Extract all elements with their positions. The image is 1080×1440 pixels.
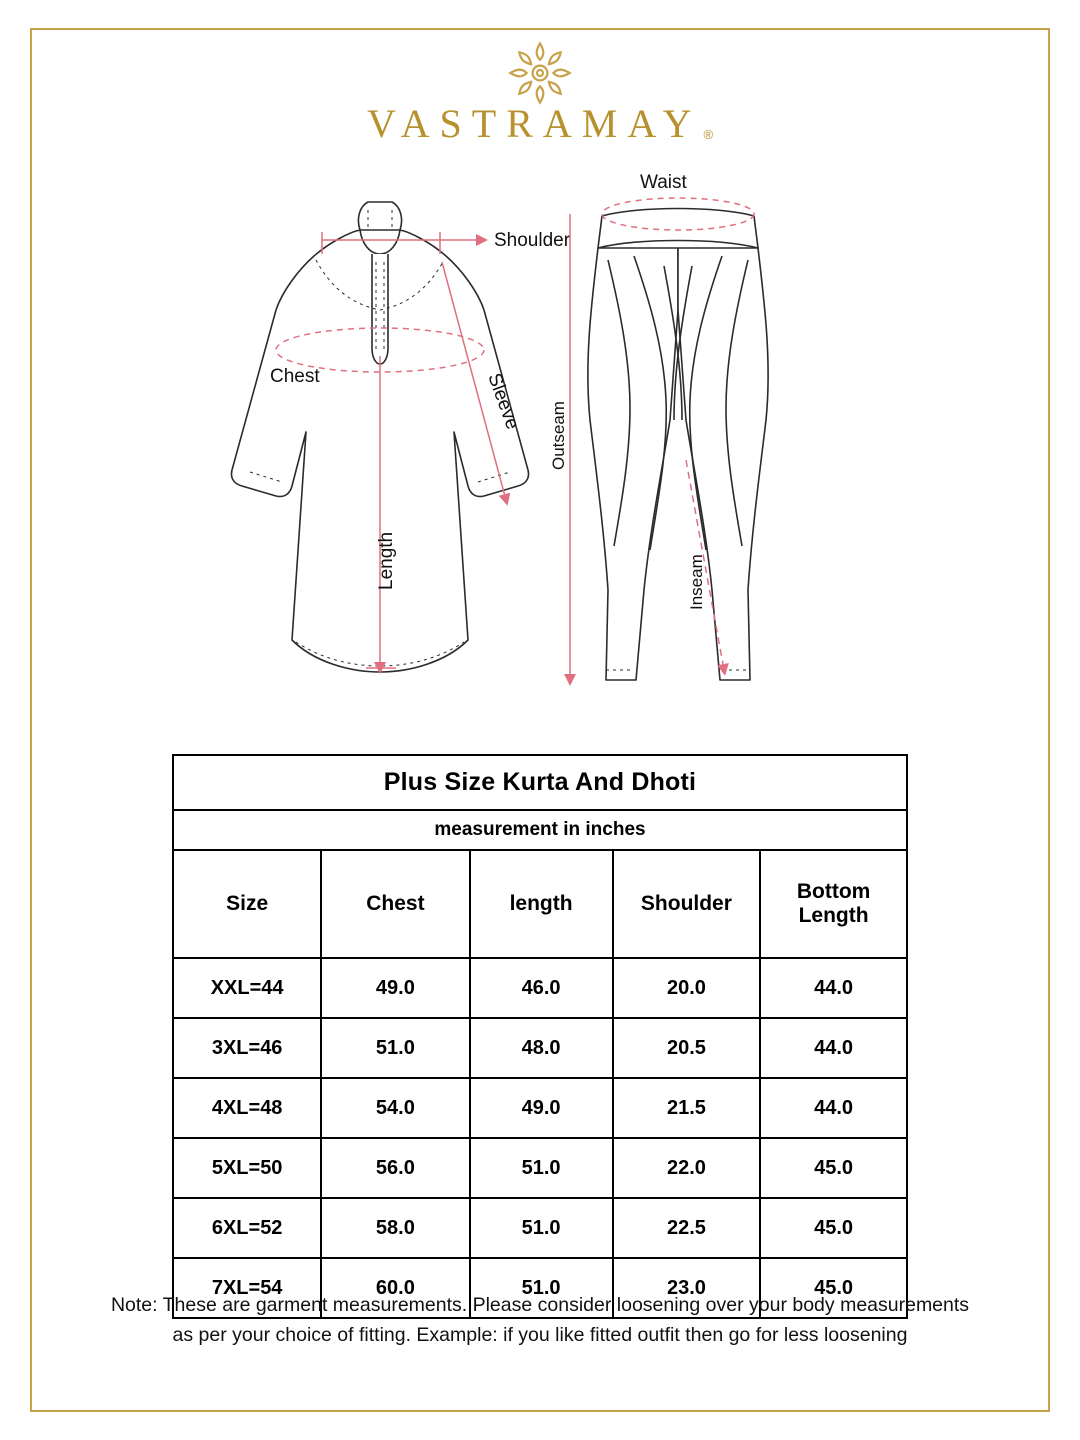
table-row [173,1078,907,1138]
floral-star-icon [503,36,577,110]
table-row [173,1018,907,1078]
table-subtitle-row [173,810,907,850]
cell-length: 48.0 [470,1018,613,1078]
brand-name: VASTRAMAY [366,101,702,146]
cell-shoulder: 22.0 [613,1138,761,1198]
cell-chest: 49.0 [321,958,469,1018]
cell-chest: 56.0 [321,1138,469,1198]
cell-shoulder: 22.5 [613,1198,761,1258]
cell-bottom-length: 45.0 [760,1198,907,1258]
cell-bottom-length: 44.0 [760,958,907,1018]
table-title: Plus Size Kurta And Dhoti [173,755,907,810]
size-chart-table [172,754,908,1319]
label-inseam: Inseam [687,554,706,610]
cell-size: 3XL=46 [173,1018,321,1078]
cell-size: 4XL=48 [173,1078,321,1138]
cell-chest: 54.0 [321,1078,469,1138]
cell-size: 6XL=52 [173,1198,321,1258]
cell-chest: 51.0 [321,1018,469,1078]
label-length: Length [376,531,397,590]
header-bottom-length [760,850,907,958]
garment-diagram [210,170,870,730]
label-waist: Waist [640,172,687,193]
cell-length: 49.0 [470,1078,613,1138]
registered-mark: ® [703,127,714,142]
label-chest: Chest [270,366,320,387]
label-outseam: Outseam [549,401,568,470]
cell-chest: 60.0 [321,1258,469,1318]
header-bottom-line1: Bottom [796,880,871,903]
measurement-note [52,1290,1028,1350]
cell-shoulder: 20.5 [613,1018,761,1078]
cell-length: 46.0 [470,958,613,1018]
cell-chest: 58.0 [321,1198,469,1258]
table-row [173,1138,907,1198]
cell-size: XXL=44 [173,958,321,1018]
note-line-2: as per your choice of fitting. Example: if you like fitted outfit then go for less loosening [172,1324,908,1347]
table-row [173,1198,907,1258]
header-length: length [470,850,613,958]
cell-size: 7XL=54 [173,1258,321,1318]
cell-bottom-length: 45.0 [760,1258,907,1318]
cell-length: 51.0 [470,1198,613,1258]
table-row [173,958,907,1018]
cell-shoulder: 23.0 [613,1258,761,1318]
note-line-1: Note: These are garment measurements. Please consider loosening over your body measurements [110,1294,970,1316]
header-bottom-line2: Length [798,904,869,927]
header-chest: Chest [321,850,469,958]
table-header-row [173,850,907,958]
cell-shoulder: 21.5 [613,1078,761,1138]
table-title-row [173,755,907,810]
label-sleeve: Sleeve [483,370,523,433]
table-subtitle: measurement in inches [173,810,907,850]
cell-bottom-length: 45.0 [760,1138,907,1198]
brand-header [0,36,1080,144]
cell-length: 51.0 [470,1138,613,1198]
label-shoulder: Shoulder [494,230,571,251]
cell-shoulder: 20.0 [613,958,761,1018]
header-size: Size [173,850,321,958]
cell-size: 5XL=50 [173,1138,321,1198]
header-shoulder: Shoulder [613,850,761,958]
cell-bottom-length: 44.0 [760,1078,907,1138]
cell-bottom-length: 44.0 [760,1018,907,1078]
cell-length: 51.0 [470,1258,613,1318]
